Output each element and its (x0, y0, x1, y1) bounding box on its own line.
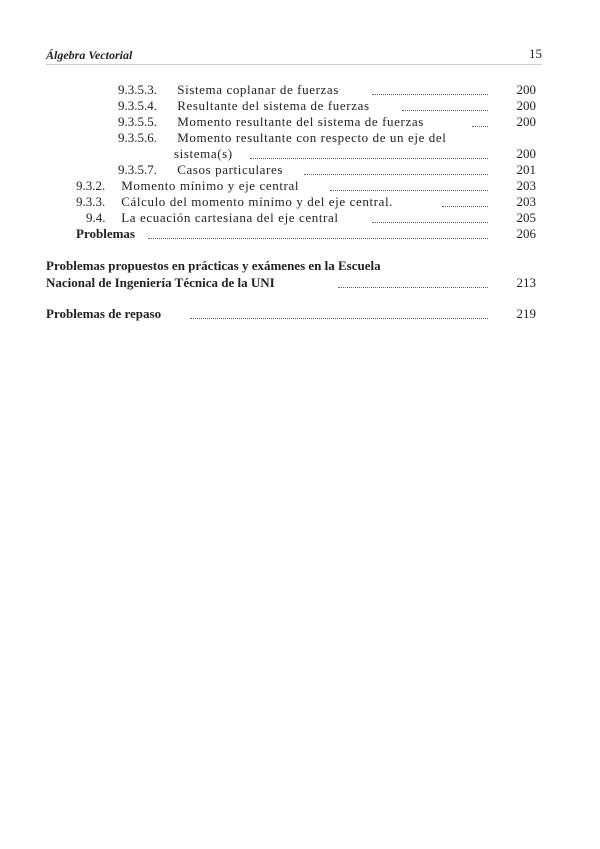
leader-dots (148, 238, 488, 239)
toc-entry[interactable] (86, 210, 536, 226)
toc-entry[interactable] (76, 226, 536, 242)
toc-entry[interactable] (76, 178, 536, 194)
toc-entry[interactable] (118, 162, 536, 178)
toc-entry[interactable] (118, 98, 536, 114)
toc-entry-page: 200 (516, 82, 536, 97)
toc-entry-text: Momento resultante con respecto de un eje del (177, 130, 447, 145)
toc-entry-page: 219 (516, 306, 536, 321)
toc-entry-text: Nacional de Ingeniería Técnica de la UNI (46, 275, 275, 290)
toc-entry-number: 9.3.5.4. (118, 98, 157, 113)
book-title: Álgebra Vectorial (46, 48, 133, 62)
toc-entry-number: 9.3.5.7. (118, 162, 157, 177)
toc-entry-page: 201 (516, 162, 536, 177)
toc-entry[interactable] (118, 82, 536, 98)
toc-entry-page: 200 (516, 146, 536, 161)
leader-dots (190, 318, 488, 319)
toc-entry-page: 200 (516, 98, 536, 113)
toc-entry-page: 200 (516, 114, 536, 129)
toc-entry-number: 9.3.5.5. (118, 114, 157, 129)
toc-entry-number: 9.3.5.3. (118, 82, 157, 97)
toc-entry-number: 9.3.3. (76, 194, 106, 209)
toc-entry[interactable] (118, 130, 536, 146)
toc-entry[interactable] (118, 114, 536, 130)
leader-dots (304, 174, 488, 175)
toc-entry[interactable] (46, 258, 536, 274)
toc-entry-text: Problemas de repaso (46, 306, 162, 321)
leader-dots (338, 287, 488, 288)
toc-entry-page: 205 (516, 210, 536, 225)
toc-entry-text: Problemas (76, 226, 135, 241)
toc-entry-text: Sistema coplanar de fuerzas (177, 82, 339, 97)
toc-entry[interactable] (46, 306, 536, 322)
toc-entry-number: 9.4. (86, 210, 106, 225)
toc-entry-number: 9.3.5.6. (118, 130, 157, 145)
toc-entry-text: La ecuación cartesiana del eje central (121, 210, 339, 225)
leader-dots (330, 190, 488, 191)
toc-entry-page: 203 (516, 178, 536, 193)
toc-entry[interactable] (76, 194, 536, 210)
leader-dots (372, 222, 488, 223)
leader-dots (472, 126, 488, 127)
toc-entry-text: Cálculo del momento mínimo y del eje central. (121, 194, 394, 209)
leader-dots (402, 110, 488, 111)
toc-entry-text: Problemas propuestos en prácticas y exámenes en la Escuela (46, 258, 381, 273)
toc-entry-text: Momento resultante del sistema de fuerzas (177, 114, 424, 129)
toc-entry-continuation[interactable] (174, 146, 536, 162)
toc-entry-text: Resultante del sistema de fuerzas (177, 98, 370, 113)
toc-entry-page: 213 (516, 275, 536, 290)
toc-entry-number: 9.3.2. (76, 178, 106, 193)
page-number: 15 (529, 46, 542, 61)
leader-dots (442, 206, 488, 207)
toc-entry-text: Momento mínimo y eje central (121, 178, 300, 193)
toc-entry-text: Casos particulares (177, 162, 283, 177)
leader-dots (250, 158, 488, 159)
running-header (46, 46, 542, 65)
toc-entry-page: 206 (516, 226, 536, 241)
toc-entry-continuation[interactable] (46, 275, 536, 291)
leader-dots (372, 94, 488, 95)
toc-entry-page: 203 (516, 194, 536, 209)
toc-entry-text: sistema(s) (174, 146, 233, 161)
